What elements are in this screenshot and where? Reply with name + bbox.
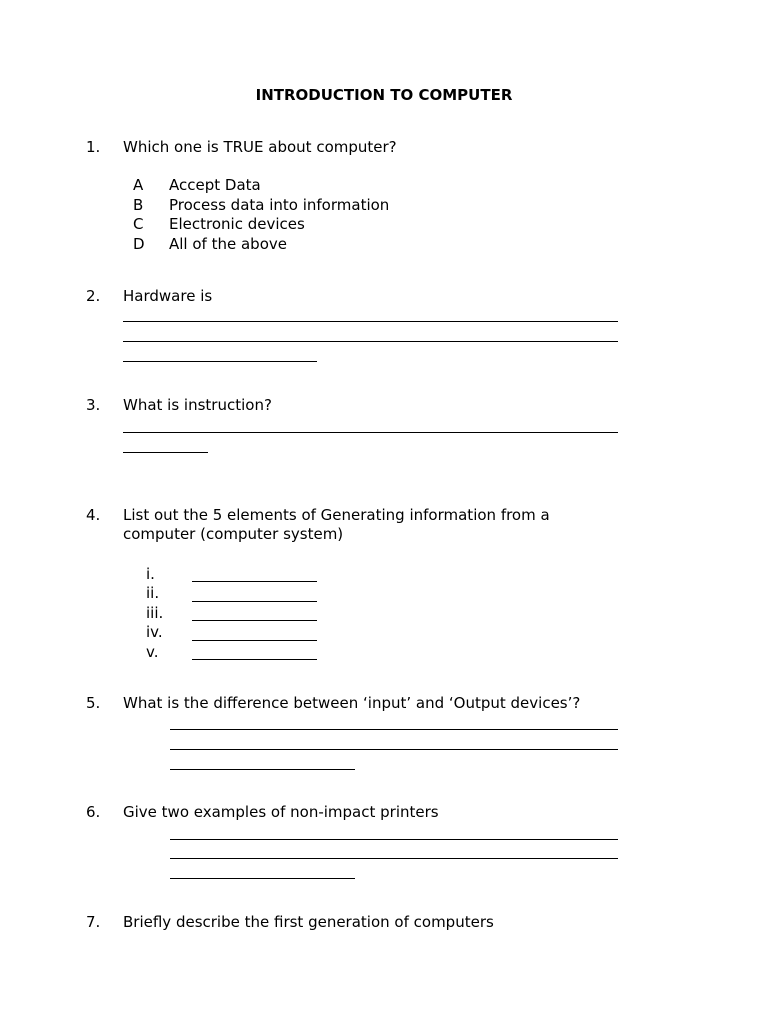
option-letter-d: D xyxy=(133,235,145,253)
answer-line xyxy=(123,452,208,453)
question-number: 4. xyxy=(86,506,101,524)
answer-line xyxy=(192,601,317,602)
question-text-line-1: List out the 5 elements of Generating information from a xyxy=(123,506,550,524)
answer-line xyxy=(123,432,618,433)
question-text-line-2: computer (computer system) xyxy=(123,525,344,543)
list-item-numeral: iv. xyxy=(146,623,163,641)
option-text-b: Process data into information xyxy=(169,196,390,214)
option-letter-a: A xyxy=(133,176,144,194)
answer-line xyxy=(192,581,317,582)
answer-line xyxy=(123,361,317,362)
answer-line xyxy=(192,640,317,641)
answer-line xyxy=(192,620,317,621)
question-number: 6. xyxy=(86,803,101,821)
answer-line xyxy=(123,341,618,342)
option-letter-c: C xyxy=(133,215,144,233)
answer-line xyxy=(170,839,618,840)
option-letter-b: B xyxy=(133,196,144,214)
list-item-numeral: ii. xyxy=(146,584,160,602)
option-text-c: Electronic devices xyxy=(169,215,305,233)
option-text-d: All of the above xyxy=(169,235,287,253)
answer-line xyxy=(170,769,355,770)
question-number: 5. xyxy=(86,694,101,712)
question-text: What is the difference between ‘input’ and ‘Output devices’? xyxy=(123,694,581,712)
question-text: Hardware is xyxy=(123,287,213,305)
answer-line xyxy=(170,749,618,750)
answer-line xyxy=(170,878,355,879)
list-item-numeral: i. xyxy=(146,565,155,583)
question-text: Briefly describe the first generation of computers xyxy=(123,913,494,931)
question-number: 2. xyxy=(86,287,101,305)
answer-line xyxy=(170,858,618,859)
question-text: What is instruction? xyxy=(123,396,272,414)
page-title: INTRODUCTION TO COMPUTER xyxy=(255,86,513,104)
question-text: Which one is TRUE about computer? xyxy=(123,138,397,156)
list-item-numeral: iii. xyxy=(146,604,164,622)
answer-line xyxy=(123,321,618,322)
answer-line xyxy=(170,729,618,730)
question-number: 7. xyxy=(86,913,101,931)
question-text: Give two examples of non-impact printers xyxy=(123,803,439,821)
option-text-a: Accept Data xyxy=(169,176,261,194)
question-number: 1. xyxy=(86,138,101,156)
answer-line xyxy=(192,659,317,660)
question-number: 3. xyxy=(86,396,101,414)
list-item-numeral: v. xyxy=(146,643,159,661)
